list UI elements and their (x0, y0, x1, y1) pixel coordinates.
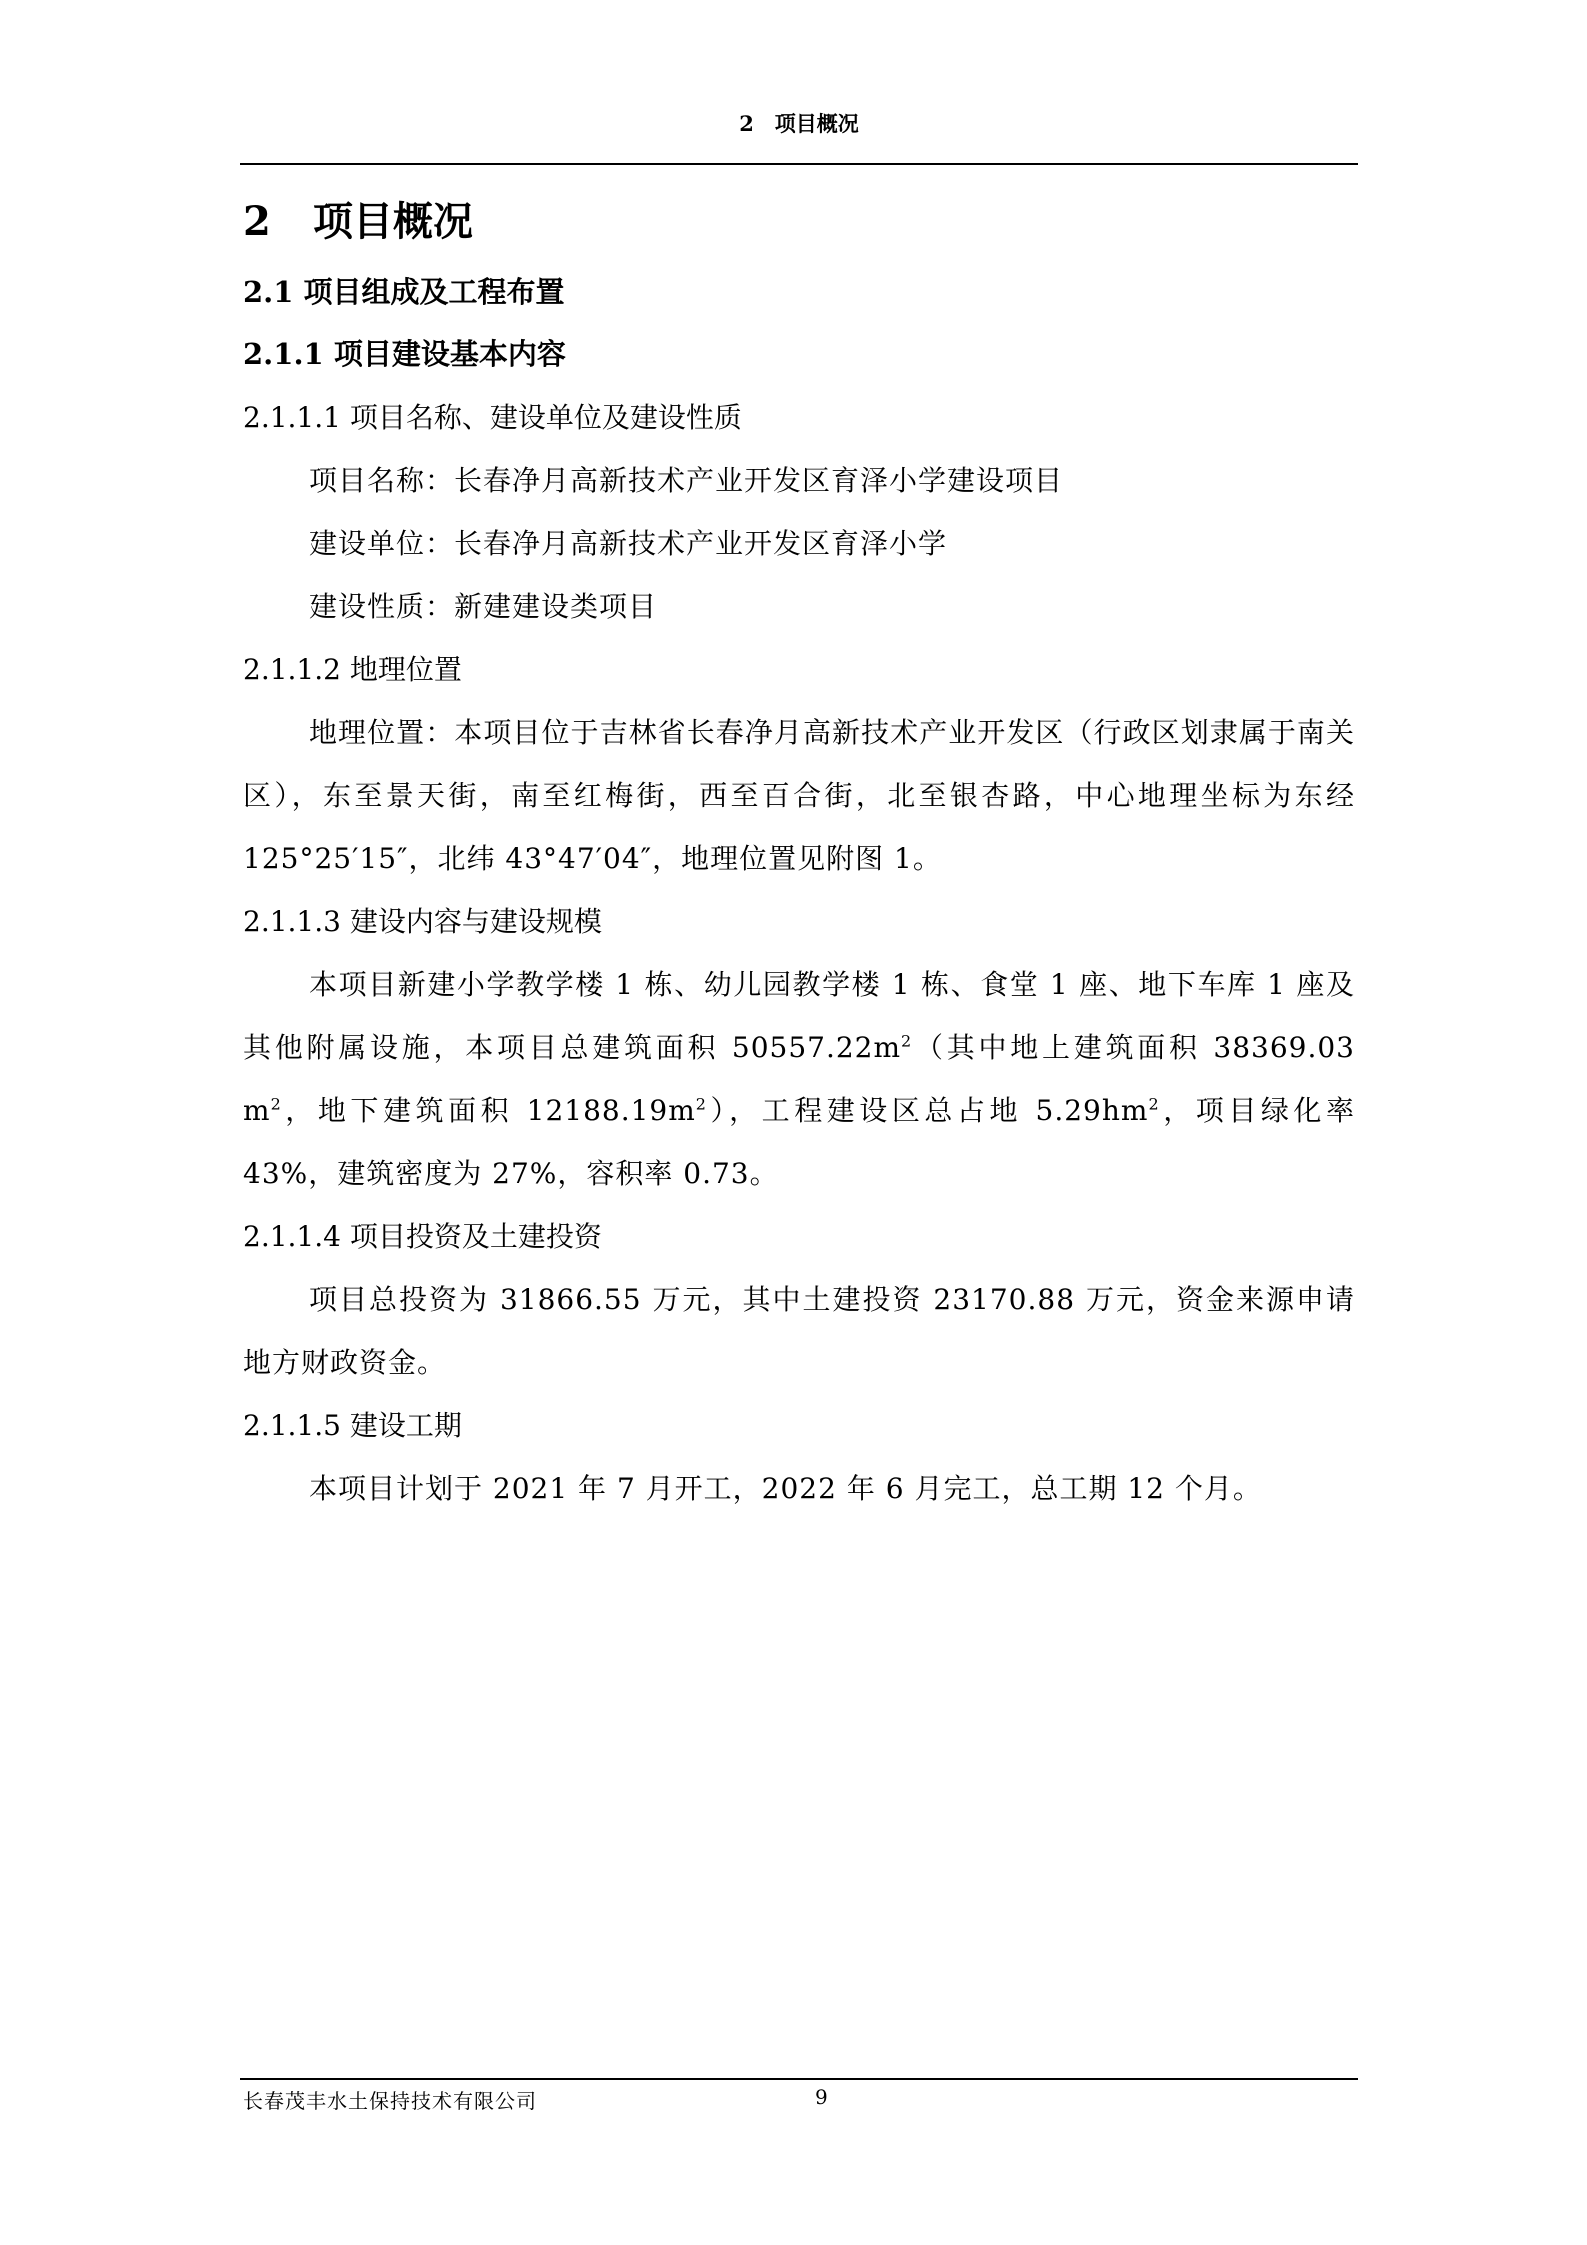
scale-paragraph (243, 953, 1355, 1205)
scale-text-c: ，地下建筑面积 12188.19m (281, 1094, 696, 1127)
section-2-1-1-3-heading: 2.1.1.3 建设内容与建设规模 (243, 905, 602, 938)
superscript: 2 (1148, 1094, 1160, 1114)
chapter-title-text: 项目概况 (313, 198, 473, 245)
section-2-1-1-4-heading: 2.1.1.4 项目投资及土建投资 (243, 1220, 602, 1253)
section-2-1-1-1-heading: 2.1.1.1 项目名称、建设单位及建设性质 (243, 401, 742, 434)
construction-nature-line: 建设性质：新建建设类项目 (309, 590, 658, 623)
superscript: 2 (270, 1094, 282, 1114)
superscript: 2 (901, 1031, 913, 1051)
scale-text-d: ），工程建设区总占地 5.29hm (706, 1094, 1149, 1127)
scale-text-e: ，项目绿化率 43%，建筑密度为 27%，容积率 0.73。 (243, 1094, 1355, 1190)
scale-text-b: （其中地上建筑面积 38369.03 m (243, 1031, 1355, 1127)
scale-text-a: 本项目新建小学教学楼 1 栋、幼儿园教学楼 1 栋、食堂 1 座、地下车库 1 座及其他附属设施，本项目总建筑面积 50557.22m (243, 968, 1355, 1064)
footer-company: 长春茂丰水土保持技术有限公司 (243, 2089, 537, 2113)
page-number: 9 (815, 2085, 828, 2109)
footer-rule (240, 2078, 1358, 2080)
section-2-1-1-heading: 2.1.1 项目建设基本内容 (243, 337, 566, 371)
superscript: 2 (695, 1094, 707, 1114)
construction-unit-line: 建设单位：长春净月高新技术产业开发区育泽小学 (309, 527, 948, 560)
section-2-1-1-5-heading: 2.1.1.5 建设工期 (243, 1409, 462, 1442)
chapter-title (243, 190, 1355, 254)
location-paragraph: 地理位置：本项目位于吉林省长春净月高新技术产业开发区（行政区划隶属于南关区），东至景天街，南至红梅街，西至百合街，北至银杏路，中心地理坐标为东经 125°25′15″，北纬 43°47′04″，地理位置见附图 1。 (243, 716, 1355, 875)
header-rule (240, 163, 1358, 165)
project-name-line: 项目名称：长春净月高新技术产业开发区育泽小学建设项目 (309, 464, 1064, 497)
chapter-number: 2 (243, 198, 271, 245)
section-2-1-1-2-heading: 2.1.1.2 地理位置 (243, 653, 462, 686)
schedule-paragraph: 本项目计划于 2021 年 7 月开工，2022 年 6 月完工，总工期 12 个月。 (309, 1472, 1262, 1505)
running-header: 2 项目概况 (739, 111, 859, 136)
investment-paragraph: 项目总投资为 31866.55 万元，其中土建投资 23170.88 万元，资金来源申请地方财政资金。 (243, 1283, 1355, 1379)
section-2-1-heading: 2.1 项目组成及工程布置 (243, 275, 565, 309)
page-body (243, 190, 1355, 1520)
